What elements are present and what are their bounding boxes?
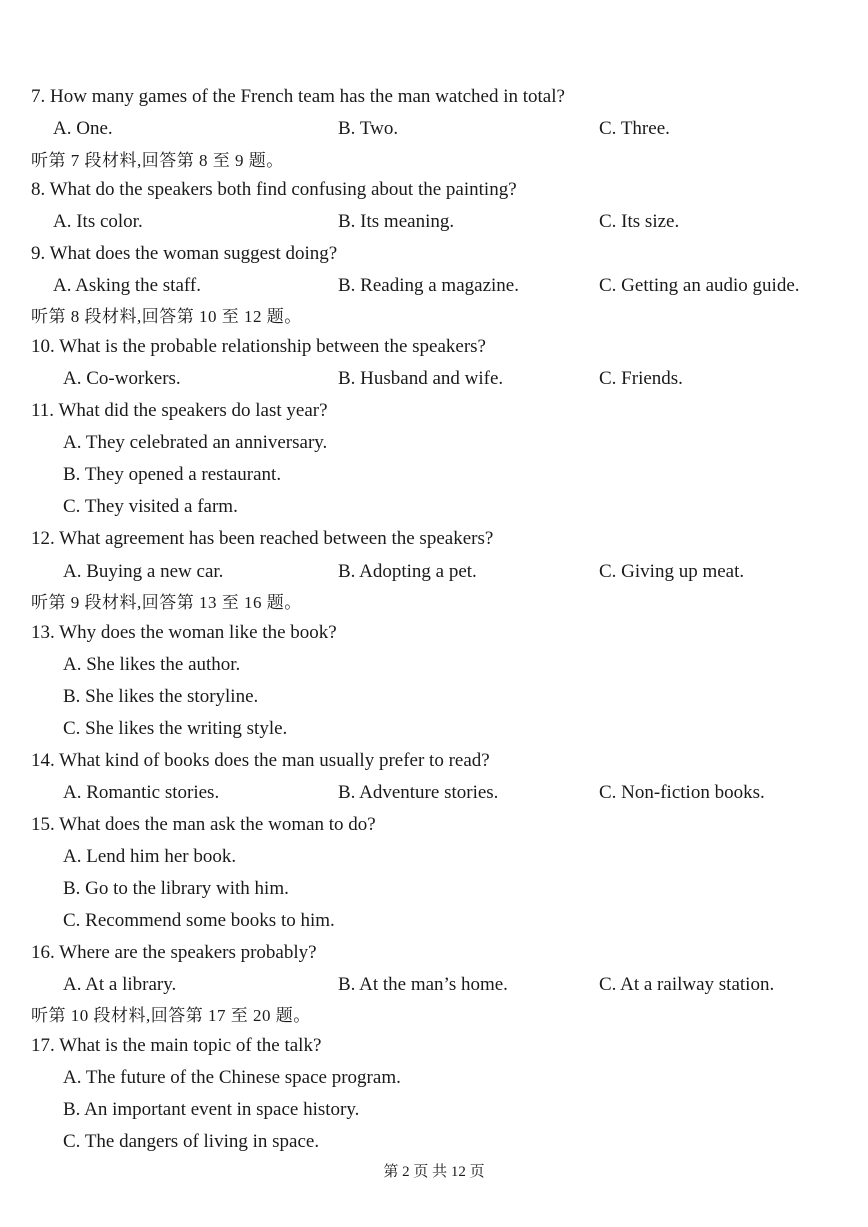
question-13-option-a: A. She likes the author. — [63, 654, 241, 675]
question-16-option-a: A. At a library. — [63, 974, 177, 995]
question-9-option-b: B. Reading a magazine. — [338, 275, 519, 296]
question-8-option-c: C. Its size. — [599, 211, 680, 232]
question-11-option-c: C. They visited a farm. — [63, 496, 238, 517]
question-10-stem: 10. What is the probable relationship between the speakers? — [31, 336, 486, 357]
question-12-options — [0, 556, 868, 588]
question-11-stem: 11. What did the speakers do last year? — [31, 400, 328, 421]
question-14-stem: 14. What kind of books does the man usually prefer to read? — [31, 750, 490, 771]
question-17-option-b: B. An important event in space history. — [63, 1099, 360, 1120]
question-17-stem: 17. What is the main topic of the talk? — [31, 1035, 322, 1056]
section-9-instruction: 听第 9 段材料,回答第 13 至 16 题。 — [31, 593, 302, 612]
question-14-options — [0, 777, 868, 809]
question-16-stem: 16. Where are the speakers probably? — [31, 942, 317, 963]
question-9-option-a: A. Asking the staff. — [53, 275, 201, 296]
question-8-option-a: A. Its color. — [53, 211, 143, 232]
question-10-option-a: A. Co-workers. — [63, 368, 181, 389]
section-8-instruction: 听第 8 段材料,回答第 10 至 12 题。 — [31, 307, 302, 326]
question-14-option-a: A. Romantic stories. — [63, 782, 220, 803]
question-12-option-b: B. Adopting a pet. — [338, 561, 477, 582]
question-17-option-a: A. The future of the Chinese space program. — [63, 1067, 401, 1088]
question-14-option-c: C. Non-fiction books. — [599, 782, 765, 803]
question-12-option-a: A. Buying a new car. — [63, 561, 224, 582]
question-16-option-b: B. At the man’s home. — [338, 974, 508, 995]
question-12-stem: 12. What agreement has been reached between the speakers? — [31, 528, 494, 549]
question-10-option-b: B. Husband and wife. — [338, 368, 504, 389]
section-7-instruction: 听第 7 段材料,回答第 8 至 9 题。 — [31, 151, 284, 170]
question-12-option-c: C. Giving up meat. — [599, 561, 745, 582]
question-7-option-c: C. Three. — [599, 118, 670, 139]
question-16-option-c: C. At a railway station. — [599, 974, 775, 995]
question-8-option-b: B. Its meaning. — [338, 211, 455, 232]
question-16-options — [0, 969, 868, 1001]
question-17-option-c: C. The dangers of living in space. — [63, 1131, 320, 1152]
question-9-stem: 9. What does the woman suggest doing? — [31, 243, 338, 264]
question-7-stem: 7. How many games of the French team has the man watched in total? — [31, 86, 565, 107]
question-11-option-a: A. They celebrated an anniversary. — [63, 432, 328, 453]
question-8-options — [0, 206, 868, 238]
question-10-options — [0, 363, 868, 395]
question-9-option-c: C. Getting an audio guide. — [599, 275, 800, 296]
question-13-option-c: C. She likes the writing style. — [63, 718, 288, 739]
question-7-options — [0, 113, 868, 145]
question-13-stem: 13. Why does the woman like the book? — [31, 622, 337, 643]
question-15-option-a: A. Lend him her book. — [63, 846, 237, 867]
question-8-stem: 8. What do the speakers both find confusing about the painting? — [31, 179, 517, 200]
question-10-option-c: C. Friends. — [599, 368, 683, 389]
question-15-stem: 15. What does the man ask the woman to do? — [31, 814, 376, 835]
question-15-option-c: C. Recommend some books to him. — [63, 910, 335, 931]
question-13-option-b: B. She likes the storyline. — [63, 686, 259, 707]
question-7-option-a: A. One. — [53, 118, 113, 139]
question-9-options — [0, 270, 868, 302]
question-15-option-b: B. Go to the library with him. — [63, 878, 289, 899]
question-7-option-b: B. Two. — [338, 118, 399, 139]
question-11-option-b: B. They opened a restaurant. — [63, 464, 282, 485]
section-10-instruction: 听第 10 段材料,回答第 17 至 20 题。 — [31, 1006, 311, 1025]
page-number-footer: 第 2 页 共 12 页 — [383, 1164, 485, 1180]
question-14-option-b: B. Adventure stories. — [338, 782, 499, 803]
